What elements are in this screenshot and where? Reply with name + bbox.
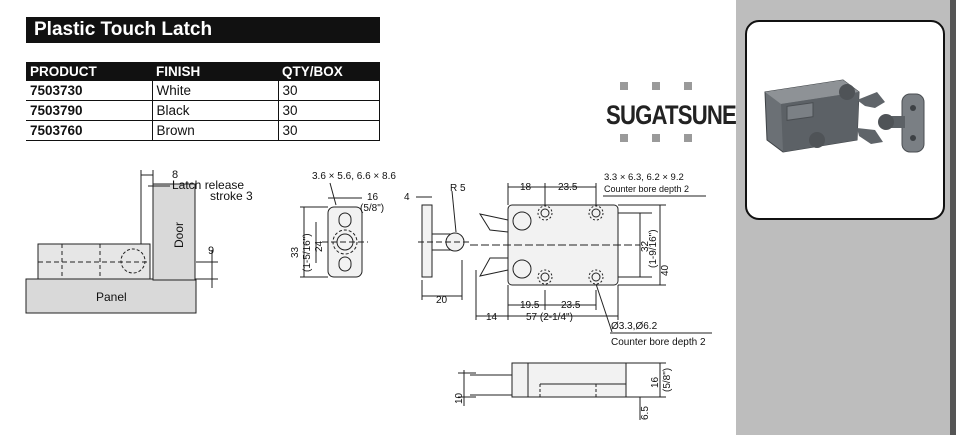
dim-1-9-16-label: (1-9/16"): [648, 229, 659, 268]
dim-20-label: 20: [436, 295, 448, 306]
dim-23-5-bottom-label: 23.5: [561, 300, 581, 311]
bottom-holes-label: Ø3.3,Ø6.2: [611, 321, 658, 332]
dim-23-5-top-label: 23.5: [558, 182, 578, 193]
dim-5-8-label: (5/8"): [360, 203, 385, 214]
door-label: Door: [172, 221, 186, 248]
top-counterbore-label: Counter bore depth 2: [604, 184, 690, 194]
dim-57-label: 57 (2-1/4"): [526, 312, 573, 323]
dim-32-label: 32: [640, 240, 651, 252]
side-6-5-label: 6.5: [640, 406, 651, 420]
product-photo: [745, 20, 945, 220]
finish-cell: Brown: [152, 121, 278, 141]
dim-33-label: 33: [290, 246, 301, 258]
product-code: 7503730: [26, 81, 152, 101]
strike-side-view: [416, 191, 470, 300]
brand-name: SUGATSUNE: [606, 100, 736, 130]
finish-cell: Black: [152, 101, 278, 121]
side-10-label: 10: [454, 392, 465, 404]
finish-cell: White: [152, 81, 278, 101]
product-code: 7503760: [26, 121, 152, 141]
touch-latch-photo-icon: [747, 22, 943, 218]
latch-side-view: [458, 363, 666, 420]
page-title: Plastic Touch Latch: [26, 17, 380, 43]
dim-8-label: 8: [172, 169, 179, 181]
latch-release-label: Latch release: [172, 178, 245, 192]
dim-19-5-label: 19.5: [520, 300, 540, 311]
dim-9-label: 9: [208, 245, 215, 257]
column-header-finish: FINISH: [152, 62, 278, 81]
column-header-product: PRODUCT: [26, 62, 152, 81]
dim-40-label: 40: [660, 264, 671, 276]
dim-4-label: 4: [404, 192, 410, 203]
bottom-counterbore-label: Counter bore depth 2: [611, 337, 706, 348]
side-16-label: 16: [650, 376, 661, 388]
sidebar-edge: [950, 0, 956, 435]
dim-1-5-16-label: (1-5/16"): [302, 233, 313, 272]
latch-top-view: [470, 183, 712, 333]
stroke-label: stroke 3: [210, 189, 253, 203]
panel-label: Panel: [96, 290, 127, 304]
qty-cell: 30: [278, 101, 380, 121]
r5-label: R 5: [450, 183, 466, 194]
top-holes-label: 3.3 × 6.3, 6.2 × 9.2: [604, 172, 684, 183]
side-5-8-label: (5/8"): [662, 367, 673, 392]
dim-16-label: 16: [367, 192, 379, 203]
dim-14-label: 14: [486, 312, 498, 323]
qty-cell: 30: [278, 121, 380, 141]
slot-sizes-label: 3.6 × 5.6, 6.6 × 8.6: [312, 171, 396, 182]
qty-cell: 30: [278, 81, 380, 101]
column-header-qty: QTY/BOX: [278, 62, 380, 81]
product-code: 7503790: [26, 101, 152, 121]
dim-24-label: 24: [314, 240, 325, 252]
dim-18-label: 18: [520, 182, 532, 193]
